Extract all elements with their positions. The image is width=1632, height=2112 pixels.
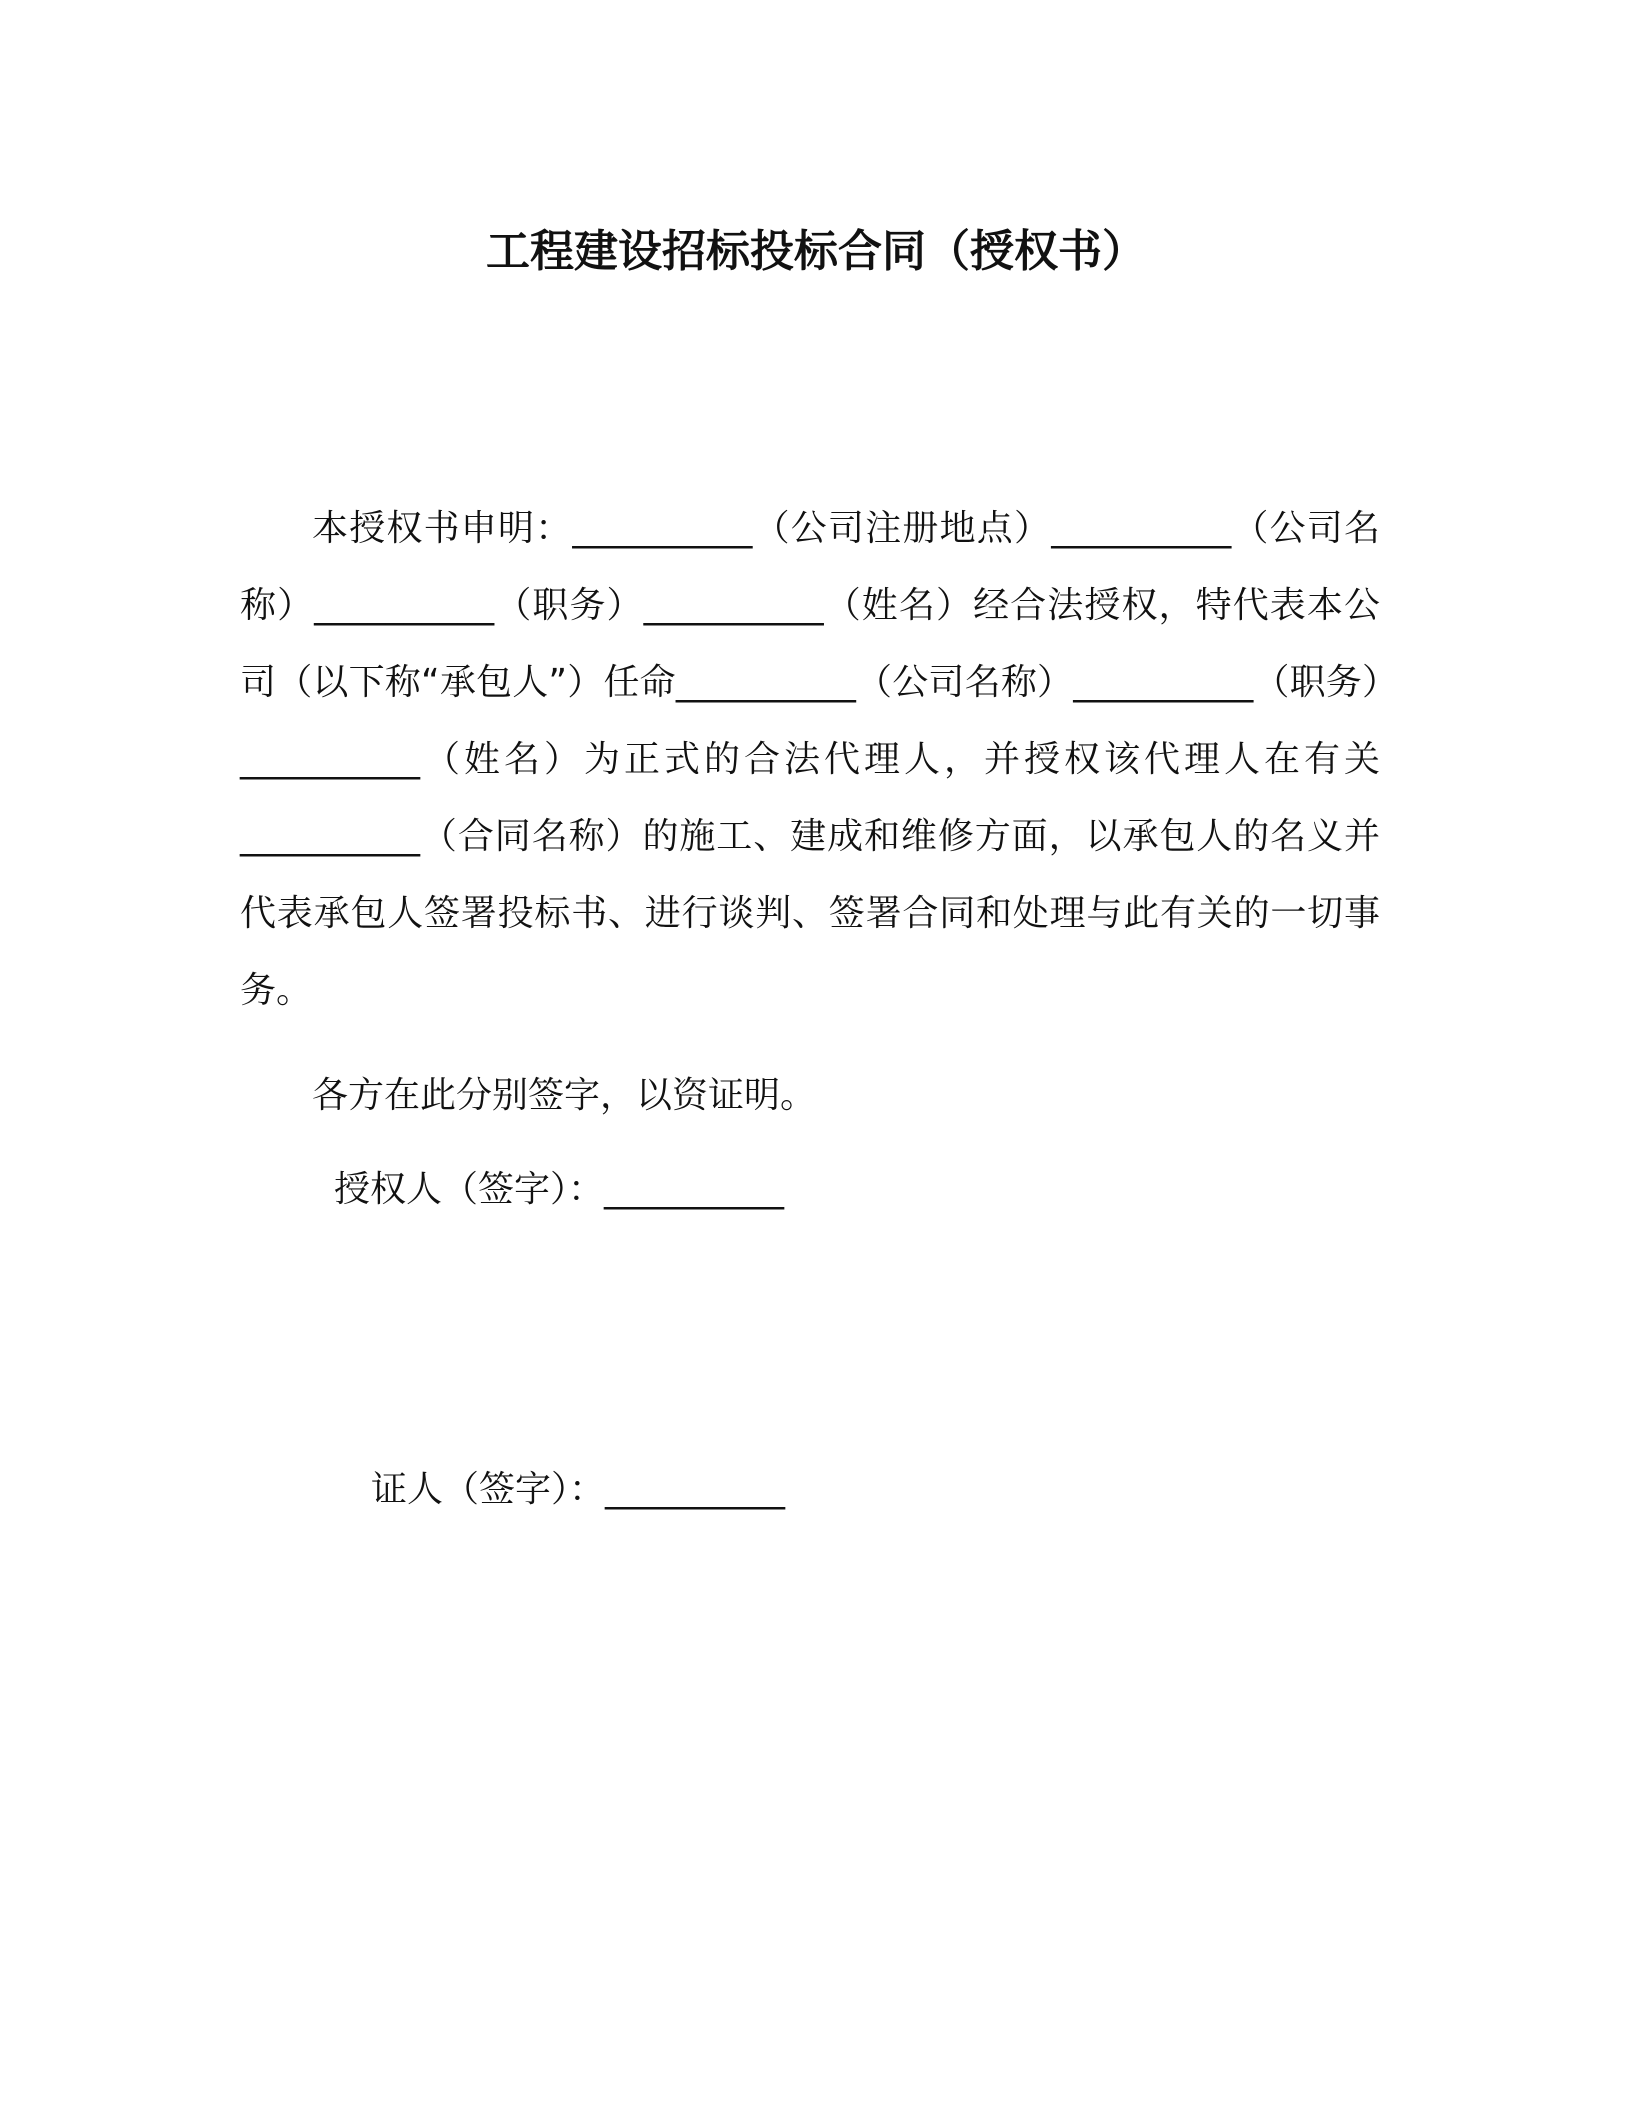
witness-signature-line: 证人（签字）：__________ <box>371 1469 786 1510</box>
authorizer-signature-line: 授权人（签字）：__________ <box>334 1169 785 1210</box>
document-title: 工程建设招标投标合同（授权书） <box>486 226 1146 277</box>
authorization-paragraph: 本授权书申明：__________（公司注册地点）__________（公司名称）__________（职务）__________（姓名）经合法授权，特代表本公司（以下称“承包人”）任命__________（公司名称）__________（职务）__________（姓名）为正式的合法代理人，并授权该代理人在有关__________（合同名称）的施工、建成和维修方面，以承包人的名义并代表承包人签署投标书、进行谈判、签署合同和处理与此有关的一切事务。 <box>240 508 1380 1011</box>
attestation-paragraph: 各方在此分别签字，以资证明。 <box>312 1075 817 1116</box>
document-body <box>240 490 1380 1134</box>
